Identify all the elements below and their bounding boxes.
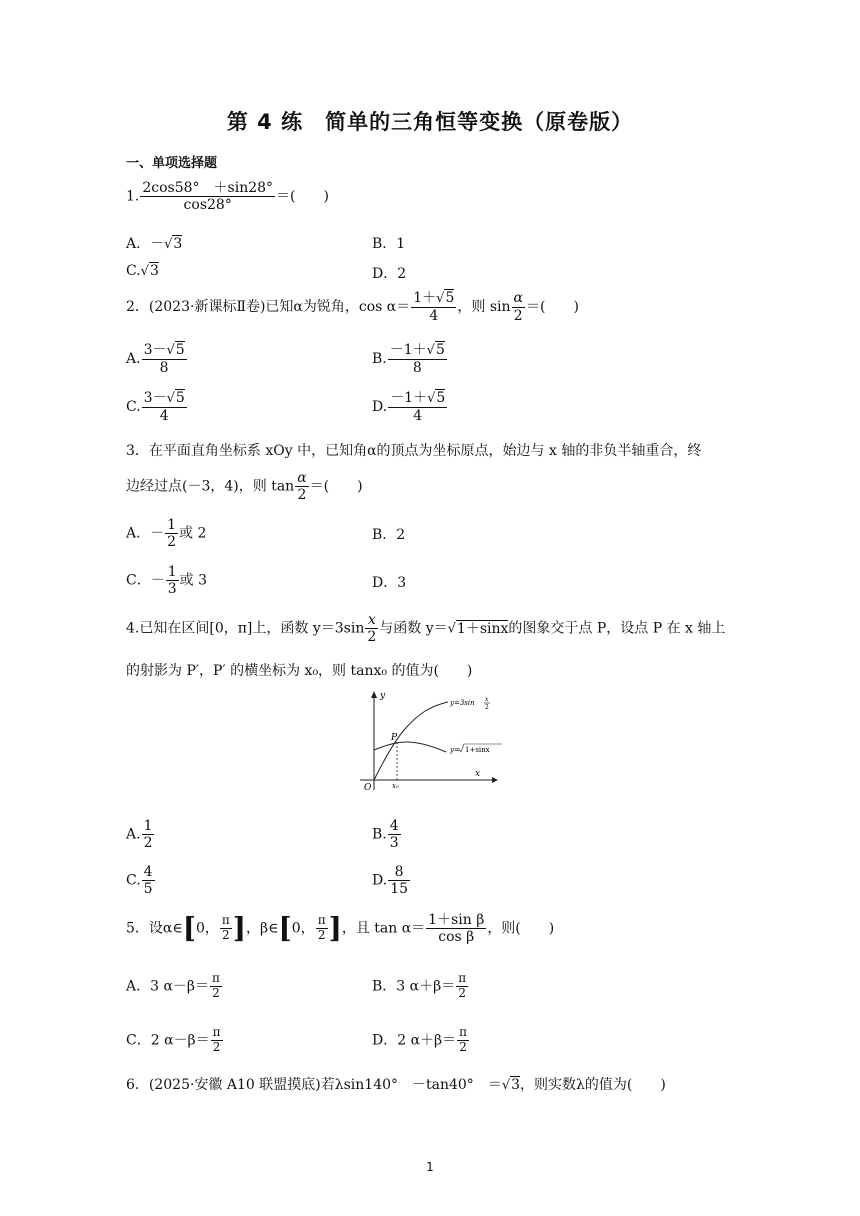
q5-c-two: 2 [212, 1039, 221, 1054]
sqrt-symbol: √ [436, 291, 445, 306]
q1-a-radicand: 3 [173, 236, 183, 252]
q4-c-den: 5 [143, 881, 153, 898]
q2-b-den: 8 [412, 359, 422, 376]
origin-label: O [364, 783, 372, 793]
q5-int1-num: π [221, 913, 230, 928]
q2-option-a [126, 342, 188, 376]
q3-c-num: 1 [167, 564, 177, 580]
q5-int2-den: 2 [317, 928, 326, 943]
q3-a-den: 2 [167, 534, 177, 551]
q4-f-num: x [365, 612, 378, 629]
q4-d-num: 8 [388, 864, 410, 881]
q4-d-den: 15 [390, 881, 409, 898]
q5-d-pi: π [459, 1025, 468, 1039]
q5-int2-num: π [317, 913, 326, 928]
q2-f1-radicand: 5 [445, 290, 455, 306]
right-bracket: ] [232, 911, 247, 945]
sqrt-symbol: √ [427, 391, 436, 406]
q2-b-label: B. [372, 351, 387, 368]
page-number: 1 [426, 1160, 434, 1174]
sqrt-symbol: √ [166, 391, 175, 406]
q5-d: ，则( ) [487, 920, 555, 937]
q3-option-d: D．3 [372, 575, 407, 591]
q3-line2-a: 边经过点(－3，4)，则 tan [126, 478, 295, 495]
x-axis-arrow [492, 777, 498, 783]
q6-a: 6．(2025·安徽 A10 联盟摸底)若λsin140° －tan40° ＝ [126, 1077, 502, 1093]
curve-sqrt-1-plus-sinx [374, 742, 446, 752]
q1-tail: ＝( ) [276, 188, 329, 205]
q3-line2-b: ＝( ) [309, 478, 363, 495]
q5-option-b [372, 972, 469, 1001]
q2-f2-num: α [513, 290, 523, 307]
q2-a-radicand: 5 [175, 342, 185, 358]
right-bracket: ] [328, 911, 342, 945]
q5-int2-a: 0， [291, 920, 315, 937]
q2-stem-a: 2．(2023·新课标Ⅱ卷)已知α为锐角，cos α＝ [126, 299, 411, 316]
q1-option-d: D．2 [372, 266, 407, 282]
q2-f1-den: 4 [429, 307, 439, 324]
curve1-frac-num: x [485, 696, 489, 703]
q4-option-c [126, 864, 156, 897]
curve-3sin-half-x [374, 702, 448, 780]
question-6 [126, 1074, 666, 1094]
q5-f-den: cos β [438, 929, 475, 946]
q3-line-2 [126, 470, 363, 503]
q3-a-b: 或 2 [179, 525, 207, 542]
q3-option-c [126, 564, 207, 597]
sqrt-symbol: √ [164, 237, 173, 252]
q5-int1-a: 0， [195, 920, 219, 937]
q4-line-1 [126, 612, 725, 645]
q4-line1-c: 的图象交于点 P，设点 P 在 x 轴上 [508, 620, 726, 637]
q4-a-den: 2 [143, 835, 153, 852]
section-heading: 一、单项选择题 [126, 156, 218, 171]
q4-option-a [126, 818, 155, 851]
q3-c-den: 3 [167, 581, 177, 598]
q4-b-label: B. [372, 826, 387, 843]
q4-radicand: 1＋sinx [456, 620, 509, 637]
q4-a-label: A. [126, 826, 141, 843]
q4-option-d [372, 864, 411, 897]
q5-d-two: 2 [459, 1039, 467, 1054]
q1-option-b: B．1 [372, 236, 406, 252]
q2-half-angle-fraction [512, 290, 525, 323]
sqrt-symbol: √ [447, 621, 456, 637]
q2-d-radicand: 5 [436, 390, 446, 406]
question-5 [126, 912, 554, 945]
q5-b: ，β∈ [246, 920, 279, 937]
q3-f-den: 2 [297, 487, 307, 504]
q2-d-den: 4 [413, 407, 423, 424]
q5-d-text: D．2 α＋β＝ [372, 1032, 457, 1049]
q3-option-b: B．2 [372, 527, 406, 543]
q4-a-num: 1 [143, 818, 153, 834]
q6-b: ，则实数λ的值为( ) [520, 1077, 666, 1093]
q2-option-b [372, 342, 448, 376]
q2-a-label: A. [126, 351, 141, 368]
q5-c-pi: π [212, 1025, 221, 1039]
question-2 [126, 290, 579, 324]
q2-option-d [372, 390, 448, 424]
q4-line1-a: 4.已知在区间[0，π]上，函数 y＝3sin [126, 620, 365, 637]
q1-c-label: C. [126, 263, 141, 279]
q5-a: 5．设α∈ [126, 920, 183, 937]
y-axis-arrow [371, 691, 377, 698]
q5-option-a [126, 972, 223, 1001]
q2-option-c [126, 390, 188, 424]
y-axis-label: y [380, 691, 386, 701]
q5-a-two: 2 [212, 985, 220, 1000]
q3-f-num: α [297, 470, 307, 486]
q3-option-a [126, 517, 206, 550]
q1-option-a [126, 233, 182, 253]
q4-line1-b: 与函数 y＝ [379, 620, 448, 637]
q5-b-pi: π [458, 971, 467, 985]
q1-number: 1. [126, 188, 140, 205]
q4-f-den: 2 [367, 629, 377, 646]
q1-fraction [140, 180, 275, 213]
q2-c-radicand: 5 [175, 390, 185, 406]
curve2-label: y= [450, 746, 460, 754]
q3-c-b: 或 3 [179, 572, 207, 589]
q2-cos-fraction [411, 290, 456, 324]
q4-option-b [372, 818, 402, 851]
curve2-radicand: 1+sinx [465, 746, 490, 754]
q4-c-label: C. [126, 872, 141, 889]
q2-c-label: C. [126, 399, 141, 416]
q5-a-pi: π [212, 971, 220, 985]
sqrt-symbol: √ [166, 343, 175, 358]
curve1-label: y=3sin [450, 699, 475, 707]
sqrt-symbol: √ [426, 343, 435, 358]
q5-c: ，且 tan α＝ [341, 920, 426, 937]
q1-c-radicand: 3 [149, 263, 159, 279]
q5-b-text: B．3 α＋β＝ [372, 978, 456, 995]
q2-b-num: －1＋ [389, 342, 427, 358]
q3-a-a: A．－ [126, 525, 165, 542]
q2-c-num: 3－ [143, 390, 167, 406]
q1-option-c [126, 263, 159, 279]
q5-a-text: A．3 α－β＝ [126, 978, 210, 995]
q4-c-num: 4 [143, 864, 153, 880]
q3-line-1: 3．在平面直角坐标系 xOy 中，已知角α的顶点为坐标原点，始边与 x 轴的非负半轴重合，终 [126, 443, 702, 459]
x-axis-label: x [475, 769, 481, 779]
question-1 [126, 180, 329, 213]
left-bracket: [ [278, 911, 292, 945]
q5-int1-den: 2 [222, 928, 230, 943]
q5-option-c [126, 1026, 224, 1055]
q4-line-2: 的射影为 P′，P′ 的横坐标为 x₀，则 tanx₀ 的值为( ) [126, 663, 473, 679]
q4-b-den: 3 [389, 835, 399, 852]
q2-d-label: D. [372, 399, 388, 416]
q3-a-num: 1 [167, 517, 177, 533]
q2-a-den: 8 [159, 359, 169, 376]
sqrt-symbol: √ [140, 264, 149, 279]
q6-radicand: 3 [511, 1077, 521, 1093]
q4-graph [350, 688, 510, 796]
q2-b-radicand: 5 [435, 342, 445, 358]
q1-a-label: A．－ [126, 236, 165, 252]
q5-option-d [372, 1026, 470, 1055]
q2-stem-b: ，则 sin [457, 299, 511, 316]
q2-a-num: 3－ [143, 342, 167, 358]
q2-d-num: －1＋ [390, 390, 428, 406]
q5-f-num: 1＋sin β [428, 912, 485, 928]
point-p-label: P [391, 733, 398, 743]
sqrt-symbol: √ [501, 1078, 511, 1093]
q4-d-label: D. [372, 872, 388, 889]
q5-c-text: C．2 α－β＝ [126, 1032, 210, 1049]
curve1-frac-den: 2 [485, 704, 489, 711]
q1-numerator: 2cos58° ＋sin28° [142, 180, 274, 196]
q4-b-num: 4 [389, 818, 399, 834]
page-title: 第 4 练 简单的三角恒等变换（原卷版） [226, 110, 634, 134]
q2-c-den: 4 [159, 407, 169, 424]
q3-c-a: C．－ [126, 572, 165, 589]
q2-f1-num: 1＋ [413, 290, 437, 306]
q2-stem-c: ＝( ) [526, 299, 579, 316]
x0-label: x₀ [392, 782, 399, 790]
q1-denominator: cos28° [183, 197, 232, 214]
left-bracket: [ [182, 911, 196, 945]
q2-f2-den: 2 [513, 307, 523, 324]
q5-b-two: 2 [458, 985, 466, 1000]
